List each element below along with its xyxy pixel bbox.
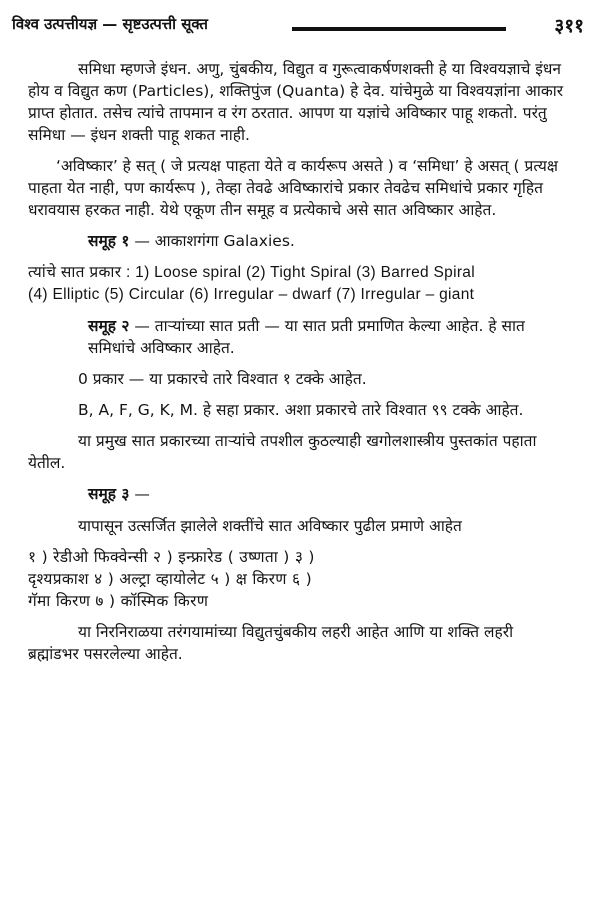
- group-2-description: — तार्‍यांच्या सात प्रती — या सात प्रती प्रमाणित केल्या आहेत. हे सात समिधांचे अविष्कार आहेत.: [88, 317, 525, 357]
- group-2-label: समूह २: [88, 317, 130, 335]
- group-3-description: —: [129, 485, 150, 503]
- group-3-heading: [28, 483, 568, 505]
- header-rule: [292, 27, 506, 31]
- energy-list-line-1: १ ) रेडीओ फिक्वेन्सी २ ) इन्फ्रारेड ( उष्णता ) ३ ): [28, 548, 315, 566]
- paragraph-samidha: समिधा म्हणजे इंधन. अणु, चुंबकीय, विद्युत व गुरूत्वाकर्षणशक्ती हे या विश्वयज्ञाचे इंधन होय व विद्युत कण (Particles), शक्तिपुंज (Quanta) हे देव. यांचेमुळे या विश्वयज्ञांना आकार प्राप्त होतात. तसेच त्यांचे तापमान व रंग ठरतात. आपण या यज्ञांचे अविष्कार पाहू शकतो. परंतु समिधा — इंधन शक्ती पाहू शकत नाही.: [28, 60, 564, 144]
- paragraph-avishkar: ‘अविष्कार’ हे सत् ( जे प्रत्यक्ष पाहता येते व कार्यरूप असते ) व ‘समिधा’ हे असत् ( प्रत्यक्ष पाहता येत नाही, पण कार्यरूप ), तेव्हा तेवढे अविष्कारांचे प्रकार तेवढेच समिधांचे प्रकार गृहित धरावयास हरकत नाही. येथे एकूण तीन समूह व प्रत्येकाचे असे सात अविष्कार आहेत.: [28, 157, 558, 219]
- paragraph-o-type: 0 प्रकार — या प्रकारचे तारे विश्वात १ टक्के आहेत.: [78, 370, 367, 388]
- page-number: ३११: [554, 15, 584, 37]
- group-3-label: समूह ३: [88, 485, 130, 503]
- paragraph-bafgkm: B, A, F, G, K, M. हे सहा प्रकार. अशा प्रकारचे तारे विश्वात ९९ टक्के आहेत.: [78, 401, 524, 419]
- paragraph-books: या प्रमुख सात प्रकारच्या तार्‍यांचे तपशील कुठल्याही खगोलशास्त्रीय पुस्तकांत पहाता येतील.: [28, 432, 537, 472]
- running-title: विश्व उत्पत्तीयज्ञ — सृष्टउत्पत्ती सूक्त: [12, 15, 208, 33]
- paragraph-energy: यापासून उत्सर्जित झालेले शक्तींचे सात अविष्कार पुढील प्रमाणे आहेत: [78, 517, 462, 535]
- group-1-label: समूह १: [88, 232, 130, 250]
- group-1-description: — आकाशगंगा Galaxies.: [129, 232, 295, 250]
- page-body: [28, 58, 568, 674]
- galaxy-types-line-2: (4) Elliptic (5) Circular (6) Irregular – dwarf (7) Irregular – giant: [28, 286, 475, 303]
- group-2-paragraph: [28, 315, 568, 359]
- energy-list-line-3: गॅमा किरण ७ ) कॉस्मिक किरण: [28, 592, 209, 610]
- galaxy-types-line-1: त्यांचे सात प्रकार : 1) Loose spiral (2) Tight Spiral (3) Barred Spiral: [28, 264, 475, 281]
- energy-list: [28, 546, 568, 612]
- paragraph-final: या निरनिराळया तरंगयामांच्या विद्युतचुंबकीय लहरी आहेत आणि या शक्ति लहरी ब्रह्मांडभर पसरलेल्या आहेत.: [28, 623, 514, 663]
- energy-list-line-2: दृश्यप्रकाश ४ ) अल्ट्रा व्हायोलेट ५ ) क्ष किरण ६ ): [28, 570, 312, 588]
- group-1-heading: [28, 230, 568, 252]
- galaxy-types: [28, 262, 568, 306]
- page-header: [12, 8, 586, 38]
